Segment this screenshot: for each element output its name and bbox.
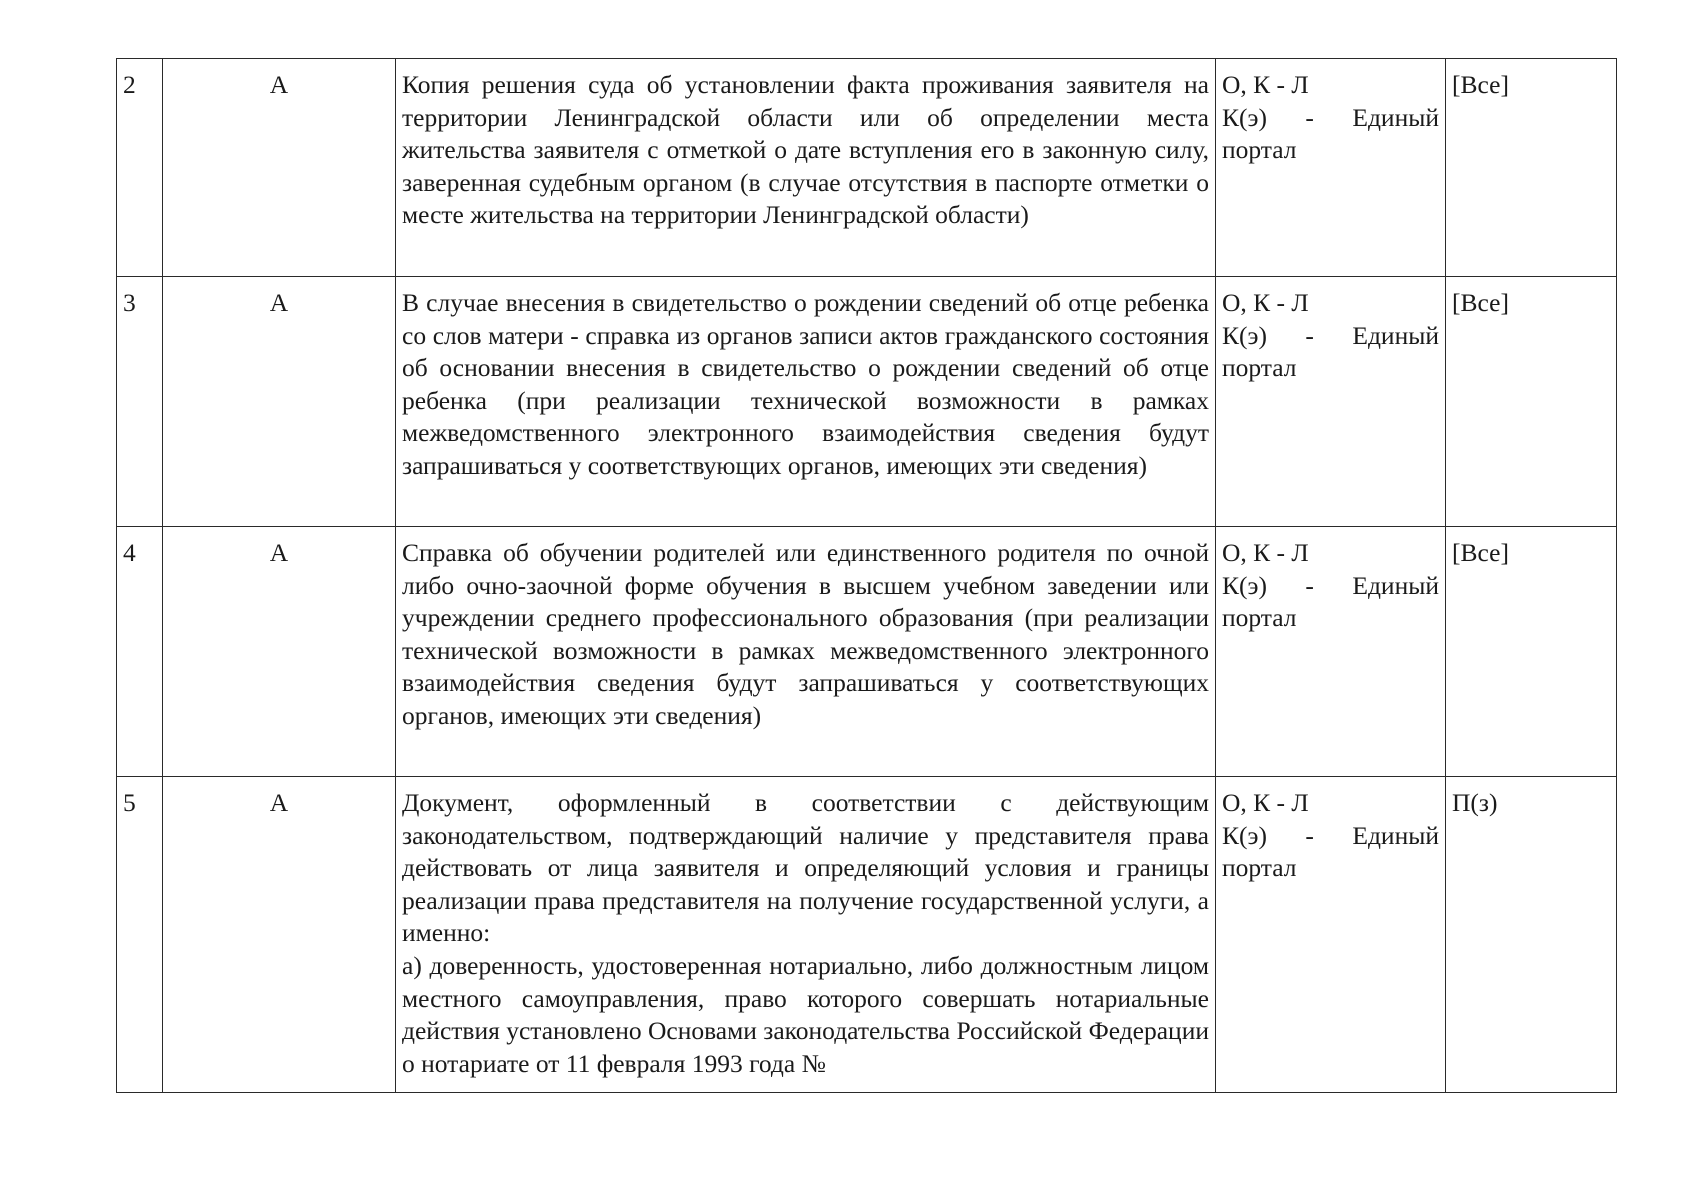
row-submission-method [1216, 527, 1446, 777]
method-line: К(э) - Единый [1222, 820, 1439, 850]
row-scope: [Все] [1446, 277, 1617, 527]
row-description [396, 777, 1216, 1093]
row-description [396, 527, 1216, 777]
description-paragraph: Копия решения суда об установлении факта проживания заявителя на территории Ленинградской области или об определении места жительства заявителя с отметкой о дате вступления его в законную силу, заверенная судебным органом (в случае отсутствия в паспорте отметки о месте жительства на территории Ленинградской области) [402, 70, 1209, 230]
table-row [117, 527, 1617, 777]
row-scope: [Все] [1446, 527, 1617, 777]
method-line: портал [1222, 135, 1297, 165]
table-row [117, 777, 1617, 1093]
method-line: портал [1222, 353, 1297, 383]
row-submission-method [1216, 777, 1446, 1093]
row-code: А [163, 777, 396, 1093]
row-code: А [163, 59, 396, 277]
row-code: А [163, 527, 396, 777]
row-number: 5 [117, 777, 163, 1093]
method-line: портал [1222, 603, 1297, 633]
row-submission-method [1216, 277, 1446, 527]
method-line: К(э) - Единый [1222, 320, 1439, 350]
method-line: О, К - Л [1222, 538, 1309, 567]
row-submission-method [1216, 59, 1446, 277]
description-paragraph: Документ, оформленный в соответствии с действующим законодательством, подтверждающий наличие у представителя права действовать от лица заявителя и определяющий условия и границы реализации права представителя на получение государственной услуги, а именно: [402, 788, 1209, 948]
row-description [396, 277, 1216, 527]
description-paragraph: Справка об обучении родителей или единственного родителя по очной либо очно-заочной форме обучения в высшем учебном заведении или учреждении среднего профессионального образования (при реализации технической возможности в рамках межведомственного электронного взаимодействия сведения будут запрашиваться у соответствующих органов, имеющих эти сведения) [402, 538, 1209, 730]
method-line: О, К - Л [1222, 788, 1309, 817]
row-number: 2 [117, 59, 163, 277]
row-scope: [Все] [1446, 59, 1617, 277]
description-paragraph: а) доверенность, удостоверенная нотариально, либо должностным лицом местного самоуправления, право которого совершать нотариальные действия установлено Основами законодательства Российской Федерации о нотариате от 11 февраля 1993 года № [402, 950, 1209, 1078]
row-description [396, 59, 1216, 277]
method-line: К(э) - Единый [1222, 102, 1439, 132]
method-line: О, К - Л [1222, 288, 1309, 317]
row-scope: П(з) [1446, 777, 1617, 1093]
table-row [117, 59, 1617, 277]
row-code: А [163, 277, 396, 527]
row-number: 4 [117, 527, 163, 777]
description-paragraph: В случае внесения в свидетельство о рождении сведений об отце ребенка со слов матери - справка из органов записи актов гражданского состояния об основании внесения в свидетельство о рождении сведений об отце ребенка (при реализации технической возможности в рамках межведомственного электронного взаимодействия сведения будут запрашиваться у соответствующих органов, имеющих эти сведения) [402, 288, 1209, 480]
method-line: К(э) - Единый [1222, 570, 1439, 600]
method-line: портал [1222, 853, 1297, 883]
method-line: О, К - Л [1222, 70, 1309, 99]
table-row [117, 277, 1617, 527]
documents-table [116, 58, 1617, 1093]
row-number: 3 [117, 277, 163, 527]
